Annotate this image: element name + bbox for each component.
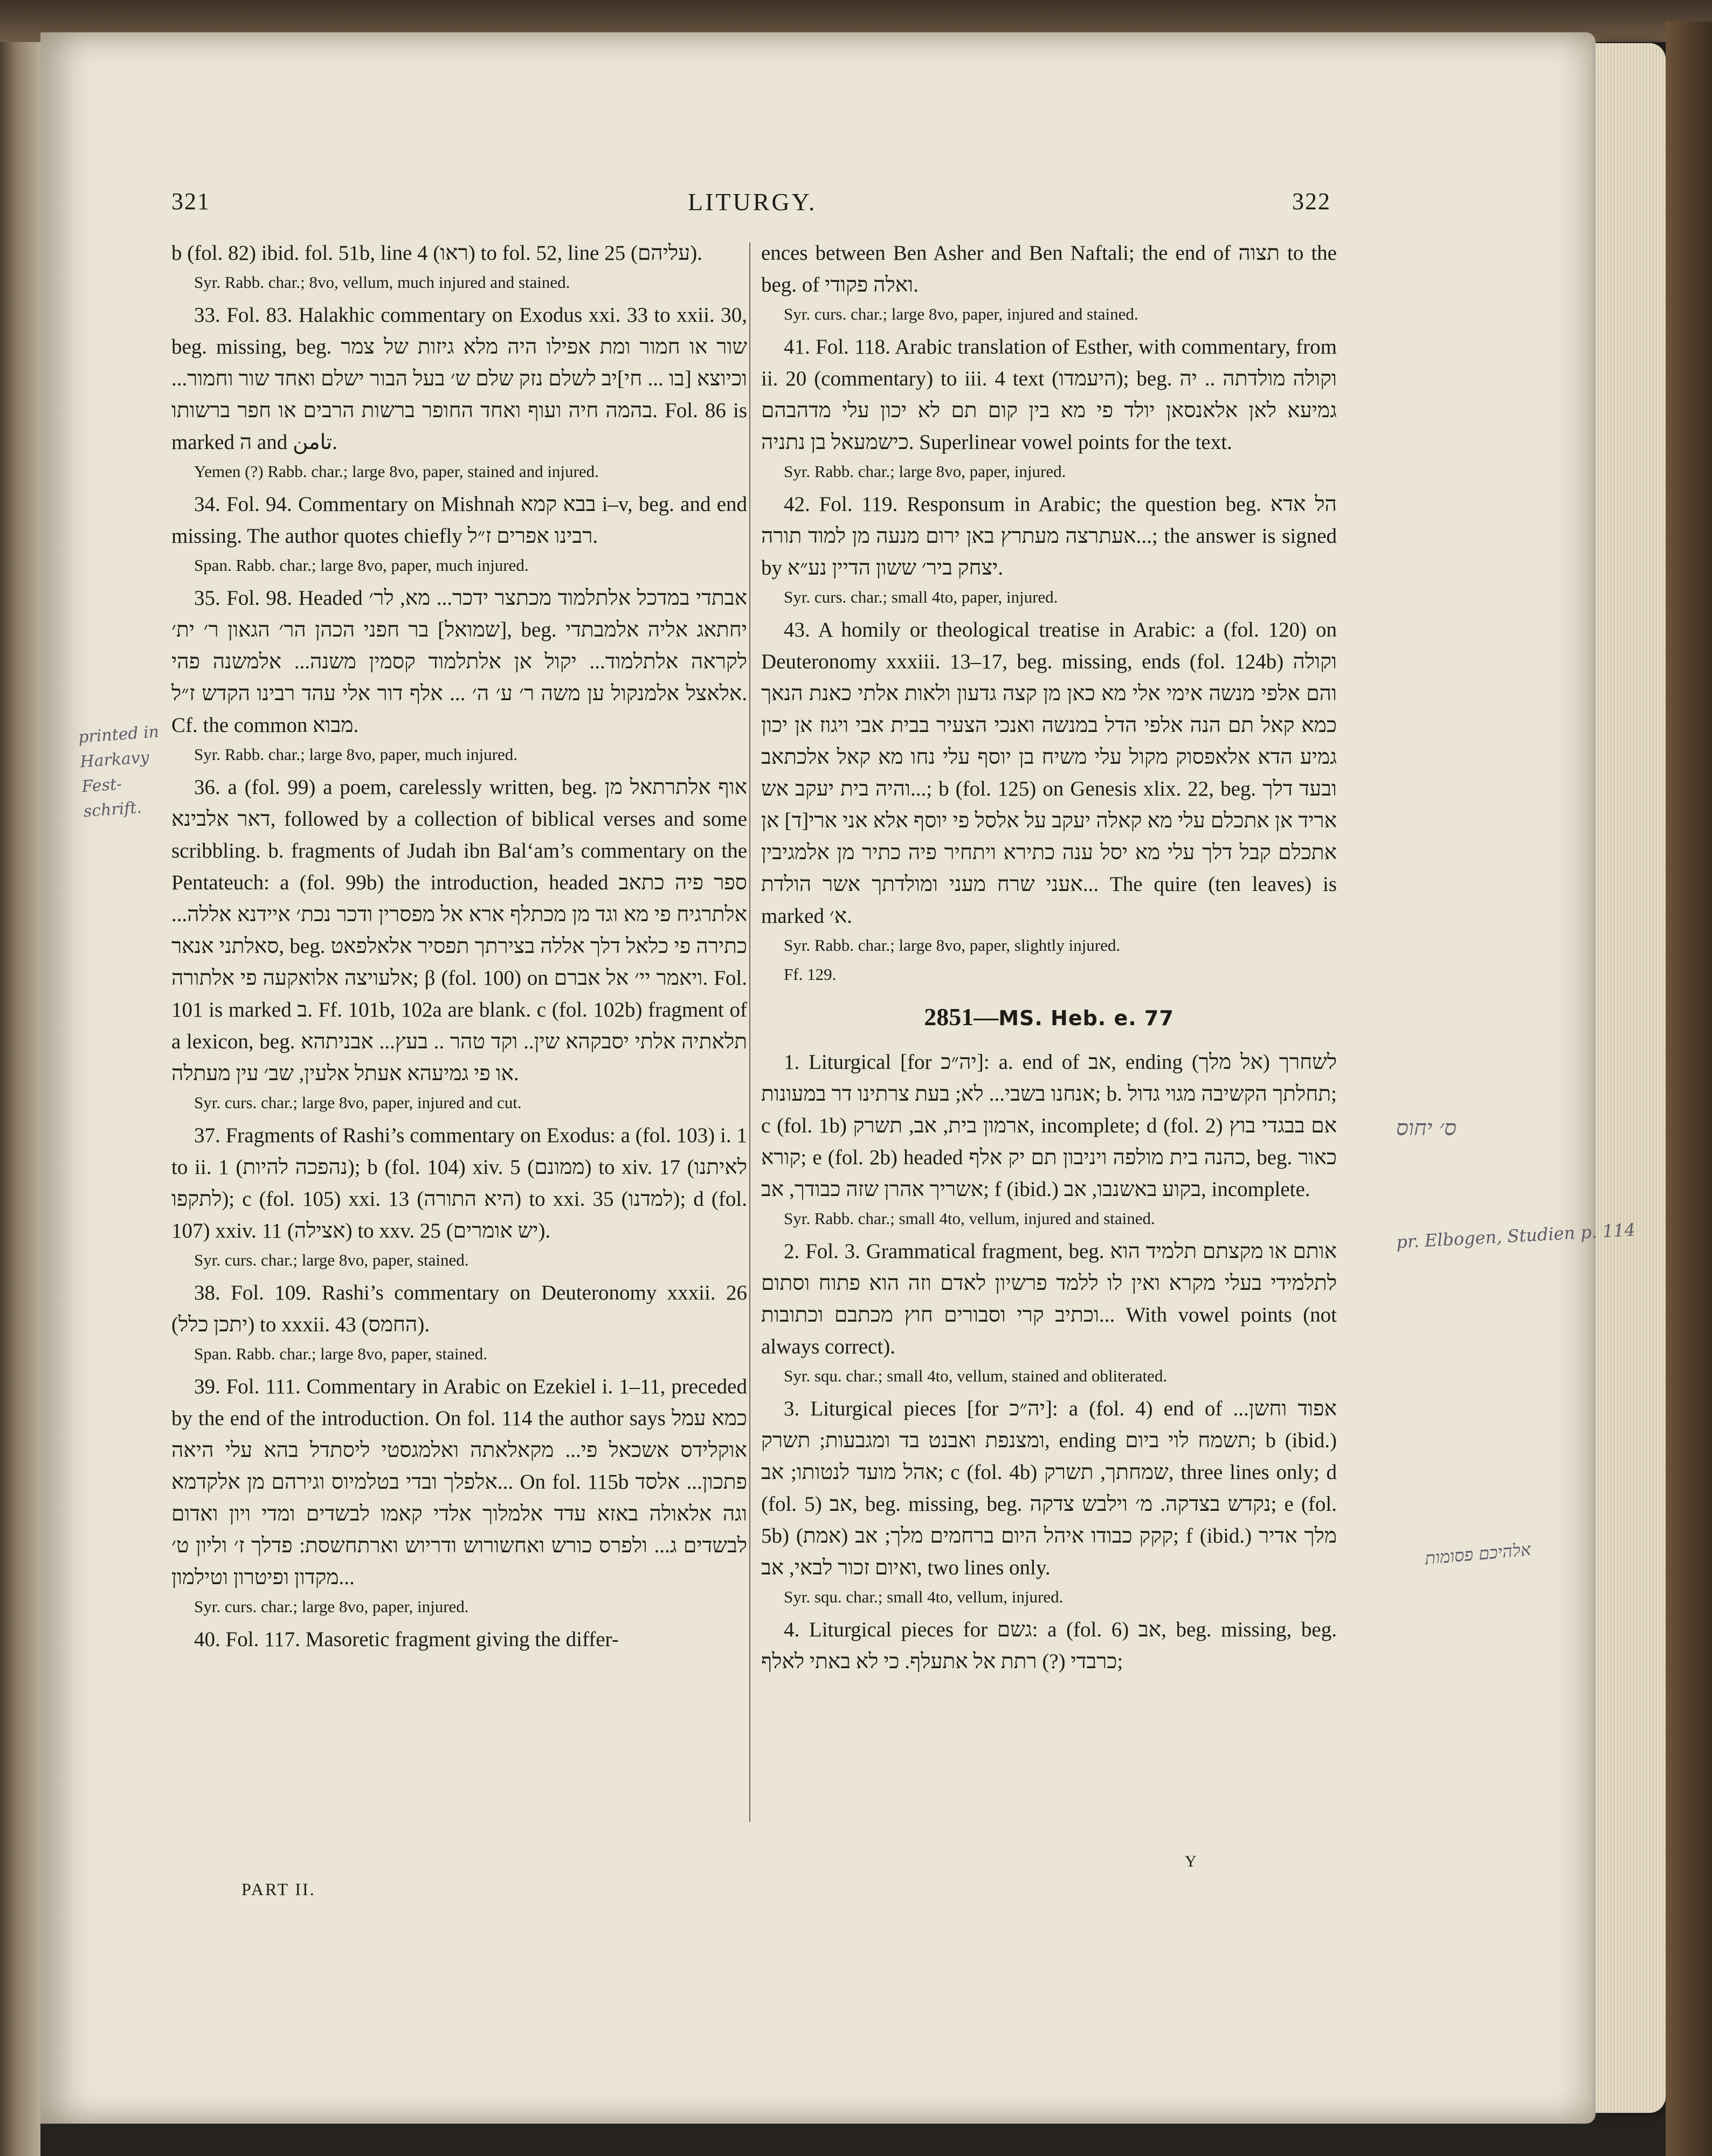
entry-40: 40. Fol. 117. Masoretic fragment giving the differ- (194, 1628, 619, 1651)
entry-35-description: Syr. Rabb. char.; large 8vo, paper, much injured. (194, 745, 517, 764)
section-number: 2851— (924, 1003, 999, 1031)
entry-33: 33. Fol. 83. Halakhic commentary on Exodus xxi. 33 to xxii. 30, beg. missing, beg. שור או חמור ומת אפילו היה מלא גיזות של צמר וכיוצא [בו ... חי]יב לשלם נזק שלם ש׳ בעל הבור ישלם ואחד שור וחמור... בהמה חיה ועוף ואחד החופר ברשות הרבים או חפר ברשותו. Fol. 86 is marked ה and تامن. (171, 303, 747, 454)
section-shelfmark: MS. Heb. e. 77 (998, 1006, 1174, 1030)
item-3: 3. Liturgical pieces [for יה״כ]: a (fol. 4) end of אפוד וחשן... ומצנפת ואבנט בד ומגבעות; תשרק, ending תשמח לוי ביום; b (ibid.) אהל מועד לנטותו; אב; c (fol. 4b) שמחתך, תשרק, three lines only; d (fol. 5) אב, beg. missing, beg. נקדש בצדקה. מ׳ וילבש צדקה; e (fol. 5b) (אמת) קקק כבודו איהל היום ברחמים מלך; אב; f (ibid.) מלך אדיר ואיום זכור לבאי, אב, two lines only. (761, 1397, 1337, 1579)
facing-page-edge (0, 42, 40, 2156)
entry-34: 34. Fol. 94. Commentary on Mishnah בבא קמא i–v, beg. and end missing. The author quotes chiefly רבינו אפרים ז״ל. (171, 493, 748, 548)
entry-39-description: Syr. curs. char.; large 8vo, paper, injured. (194, 1597, 469, 1616)
entry-35: 35. Fol. 98. Headed אבתדי במדכל אלתלמוד מכתצר ידכר... מא, לר׳ [שמואל] בר חפני הכהן הר׳ הגאון ר׳ ית׳, beg. יחתאג אליה אלמבתדי לקראה אלתלמוד... יקול אן אלתלמוד קסמין משנה... אלמשנה פהי אלאצל אלמנקול ען משה ר׳ ע׳ ה׳ ... אלף דור אלי עהד רבינו הקדש ז״ל. Cf. the common מבוא. (171, 586, 748, 737)
signature-mark: Y (1185, 1853, 1197, 1870)
page-stack-edges (1596, 43, 1666, 2113)
item-4: 4. Liturgical pieces for גשם: a (fol. 6) אב, beg. missing, beg. כרבדי (?) רתת אל אתעלף. כי לא באתי לאלף; (761, 1618, 1337, 1673)
entry-33-description: Yemen (?) Rabb. char.; large 8vo, paper, stained and injured. (194, 462, 599, 481)
entry-37: 37. Fragments of Rashi’s commentary on Exodus: a (fol. 103) i. 1 to ii. 1 (נהפכה להיות); b (fol. 104) xiv. 5 (ממונם) to xiv. 17 (לאיתנו לתקפו); c (fol. 105) xxi. 13 (היא התורה) to xxi. 35 (למדנו); d (fol. 107) xxiv. 11 (אצילה) to xxv. 25 (יש אומרים). (171, 1124, 747, 1242)
handwritten-note-right-citation: pr. Elbogen, Studien p. 114 (1396, 1219, 1636, 1253)
entry-42-description: Syr. curs. char.; small 4to, paper, injured. (784, 588, 1058, 606)
entry-32-description: Syr. Rabb. char.; 8vo, vellum, much injured and stained. (194, 273, 570, 292)
folio-count: Ff. 129. (784, 965, 837, 984)
entry-43: 43. A homily or theological treatise in Arabic: a (fol. 120) on Deuteronomy xxxiii. 13–17, beg. missing, ends (fol. 124b) וקולה והם אלפי מנשה אימי אלי מא כאן מן קצה גדעון ולאות אלתי כאנת הנאך כמא קאל תם הנה אלפי הדל במנשה ואנכי הצעיר בבית אבי ויגוז אן יכון גמיע הדא אלאפסוק מקול עלי משיח בן יוסף עלי נחו מא קאל אלכתאב והיה בית יעקב אש...; b (fol. 125) on Genesis xlix. 22, beg. ובעד דלך אריד אן אתכלם עלי מא קאלה יעקב על אלסל פי יוסף אלא אני ארי[ד] אן אתכלם קבל דלך עלי מא יסל ענה כתירא ויתחיר פיה כתיר מן אלמגיבין אעני שרח מעני ומולדתך אשר הולדת... The quire (ten leaves) is marked א׳. (761, 618, 1337, 928)
handwritten-note-right-hebrew: ס׳ יחוס (1396, 1116, 1456, 1141)
item-1: 1. Liturgical [for יה״כ]: a. end of אב, ending לשחרך (אל מלך) אנחנו בשבי... לא; בעת צרתינו דר במעונות; b. תחלתך הקשיבה מגוי גדול; c (fol. 1b) ארמון בית, אב, תשרק, incomplete; d (fol. 2) אם בבגדי בוץ קורא; e (fol. 2b) headed כהנה בית מולפה ויניבון תם יק אלף, beg. כאור אשריך אהרן שזה כבודך, אב; f (ibid.) בקוע באשנבו, אב, incomplete. (761, 1051, 1337, 1201)
item-1-description: Syr. Rabb. char.; small 4to, vellum, injured and stained. (784, 1209, 1155, 1228)
handwritten-note-left: printed in Harkavy Fest-schrift. (78, 722, 160, 821)
entry-38: 38. Fol. 109. Rashi’s commentary on Deuteronomy xxxii. 26 (יתכן כלל) to xxxii. 43 (החמס). (171, 1281, 747, 1336)
section-heading (761, 1001, 1337, 1034)
entry-37-description: Syr. curs. char.; large 8vo, paper, stained. (194, 1250, 469, 1269)
entry-41-description: Syr. Rabb. char.; large 8vo, paper, injured. (784, 462, 1066, 481)
entry-36: 36. a (fol. 99) a poem, carelessly written, beg. אוף אלתרתאל מן דאר אלבינא, followed by a collection of biblical verses and some scribbling. b. fragments of Judah ibn Bal‘am’s commentary on the Pentateuch: a (fol. 99b) the introduction, headed ספר פיה כתאב אלתרגיח פי מא וגד מן מכתלף ארא אל מפסרין ודכר נכת׳ איידנא אללה... סאלתני אנאר, beg. כתירה פי כלאל דלך אללה בצירתך תפסיר אלאלפאט אלעויצה אלואקעה פי אלתורה; β (fol. 100) on ויאמר יי׳ אל אברם. Fol. 101 is marked ב. Ff. 101b, 102a are blank. c (fol. 102b) fragment of a lexicon, beg. תלאתיה אלתי יסבקהא שין.. וקד טהר .. בעץ... אבניתהא או פי גמיעהא אעתל אלעין, שב׳ עין מעתלה. (171, 776, 748, 1085)
item-2: 2. Fol. 3. Grammatical fragment, beg. אותם או מקצתם תלמיד הוא לתלמידי בעלי מקרא ואין לו ללמד פרשיון לאדם וזה הוא פתוח וסתום וכתיב קרי וסבורים חוץ מכתבם וכתובות... With vowel points (not always correct). (761, 1240, 1337, 1358)
entry-42: 42. Fol. 119. Responsum in Arabic; the question beg. הל אדא אעתרצה מעתרץ באן ירום מנעה מן למוד תורה...; the answer is signed by יצחק ביר׳ ששון הדיין נע״א. (761, 493, 1337, 579)
left-column (171, 237, 747, 1655)
right-column (761, 237, 1337, 1677)
entry-41: 41. Fol. 118. Arabic translation of Esther, with commentary, from ii. 20 (commentary) to iii. 4 text (היעמדו); beg. וקולה מולדתה .. יה גמיעא לאן אלאנסאן יולד פי מא בין קום תם לא יכון עלי מדהבהם כישמעאל בן נתניה. Superlinear vowel points for the text. (761, 335, 1337, 454)
book-cover-edge (1666, 22, 1712, 2156)
item-2-description: Syr. squ. char.; small 4to, vellum, stained and obliterated. (784, 1366, 1168, 1385)
entry-34-description: Span. Rabb. char.; large 8vo, paper, much injured. (194, 556, 529, 575)
entry-43-description: Syr. Rabb. char.; large 8vo, paper, slightly injured. (784, 936, 1121, 955)
item-3-description: Syr. squ. char.; small 4to, vellum, injured. (784, 1587, 1064, 1606)
entry-40-continued: ences between Ben Asher and Ben Naftali; the end of תצוה to the beg. of ואלה פקודי. (761, 241, 1337, 296)
entry-38-description: Span. Rabb. char.; large 8vo, paper, stained. (194, 1344, 487, 1363)
entry-36-description: Syr. curs. char.; large 8vo, paper, injured and cut. (194, 1093, 522, 1112)
entry-32b: b (fol. 82) ibid. fol. 51b, line 4 (ראו) to fol. 52, line 25 (עליהם). (171, 241, 702, 265)
footer-part-label: PART II. (241, 1879, 316, 1899)
entry-40-description: Syr. curs. char.; large 8vo, paper, injured and stained. (784, 305, 1138, 323)
running-title: LITURGY. (688, 188, 817, 216)
handwritten-note-right-lower: אלהיכם פסומות (1424, 1539, 1532, 1569)
page-number-left: 321 (171, 188, 210, 215)
column-divider (749, 243, 750, 1822)
page-number-right: 322 (1292, 188, 1331, 215)
entry-39: 39. Fol. 111. Commentary in Arabic on Ezekiel i. 1–11, preceded by the end of the introduction. On fol. 114 the author says כמא עמל אוקלידס אשכאל פי... מקאלאתה ואלמגסטי ליסתדל בהא עלי היאה אלפלך ובדי בטלמיוס וגירהם מן אלקדמא... On fol. 115b פתכון... אלסד וגה אלאולה באזא עדד אלמלוך אלדי קאמו לבשדים ומדי ויון ואדום לבשדים ג... ולפרס כורש ואחשורוש ודריוש וארתחשסת: פדלך ז׳ וליון ט׳ מקדון ופיטרון וטילמון... (171, 1375, 747, 1589)
